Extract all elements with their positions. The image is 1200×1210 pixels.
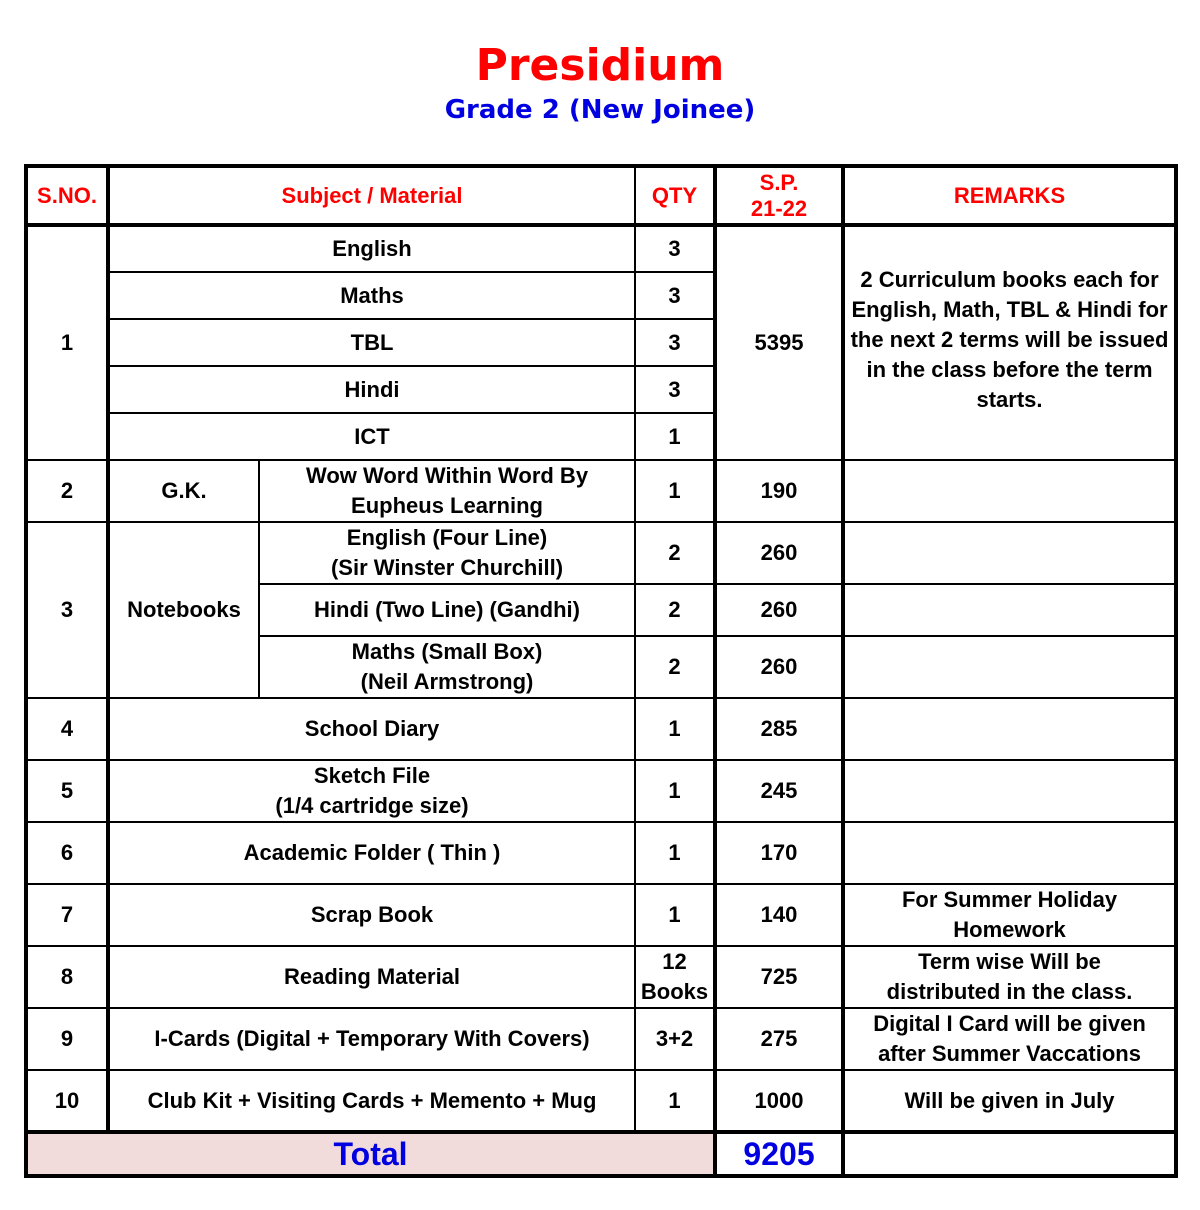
item-qty: 3	[635, 319, 715, 366]
remarks-cell	[843, 460, 1176, 522]
item-name: ICT	[108, 413, 635, 460]
total-value: 9205	[715, 1132, 843, 1176]
sp-cell: 190	[715, 460, 843, 522]
item-qty: 1	[635, 822, 715, 884]
item-name: Hindi (Two Line) (Gandhi)	[259, 584, 635, 636]
table-row	[26, 460, 1176, 522]
category-cell: Notebooks	[108, 522, 259, 698]
remarks-cell	[843, 822, 1176, 884]
item-name: Club Kit + Visiting Cards + Memento + Mug	[108, 1070, 635, 1132]
item-qty: 3	[635, 225, 715, 272]
sp-cell: 5395	[715, 225, 843, 460]
total-remarks-cell	[843, 1132, 1176, 1176]
header-qty: QTY	[635, 166, 715, 225]
sp-cell: 260	[715, 584, 843, 636]
table-row	[26, 1070, 1176, 1132]
remarks-cell: For Summer Holiday Homework	[843, 884, 1176, 946]
item-qty: 12 Books	[635, 946, 715, 1008]
item-name: Hindi	[108, 366, 635, 413]
sp-cell: 285	[715, 698, 843, 760]
category-cell: G.K.	[108, 460, 259, 522]
item-name: Maths (Small Box) (Neil Armstrong)	[259, 636, 635, 698]
sno-cell: 4	[26, 698, 108, 760]
header-remarks: REMARKS	[843, 166, 1176, 225]
sno-cell: 8	[26, 946, 108, 1008]
sp-cell: 725	[715, 946, 843, 1008]
item-name: I-Cards (Digital + Temporary With Covers)	[108, 1008, 635, 1070]
header-sno: S.NO.	[26, 166, 108, 225]
sno-cell: 9	[26, 1008, 108, 1070]
header-row	[26, 166, 1176, 225]
remarks-cell	[843, 584, 1176, 636]
item-qty: 1	[635, 1070, 715, 1132]
remarks-cell	[843, 636, 1176, 698]
remarks-cell: 2 Curriculum books each for English, Math, TBL & Hindi for the next 2 terms will be issued in the class before the term starts.	[843, 225, 1176, 460]
item-qty: 3	[635, 272, 715, 319]
total-row	[26, 1132, 1176, 1176]
sno-cell: 7	[26, 884, 108, 946]
table-row	[26, 760, 1176, 822]
item-name: Wow Word Within Word By Eupheus Learning	[259, 460, 635, 522]
remarks-cell	[843, 760, 1176, 822]
item-qty: 3	[635, 366, 715, 413]
header-sp: S.P. 21-22	[715, 166, 843, 225]
table-row	[26, 1008, 1176, 1070]
sno-cell: 3	[26, 522, 108, 698]
item-name: English	[108, 225, 635, 272]
item-qty: 2	[635, 522, 715, 584]
item-qty: 1	[635, 698, 715, 760]
sp-cell: 275	[715, 1008, 843, 1070]
item-name: Academic Folder ( Thin )	[108, 822, 635, 884]
table-row	[26, 225, 1176, 272]
sno-cell: 6	[26, 822, 108, 884]
total-label: Total	[26, 1132, 715, 1176]
item-qty: 3+2	[635, 1008, 715, 1070]
booklist-table	[24, 164, 1178, 1178]
table-row	[26, 522, 1176, 584]
item-qty: 1	[635, 884, 715, 946]
item-name: Reading Material	[108, 946, 635, 1008]
item-qty: 2	[635, 584, 715, 636]
sno-cell: 5	[26, 760, 108, 822]
item-qty: 1	[635, 413, 715, 460]
table-row	[26, 698, 1176, 760]
sp-cell: 260	[715, 522, 843, 584]
sp-cell: 1000	[715, 1070, 843, 1132]
sno-cell: 1	[26, 225, 108, 460]
item-name: TBL	[108, 319, 635, 366]
sp-cell: 260	[715, 636, 843, 698]
remarks-cell: Will be given in July	[843, 1070, 1176, 1132]
table-row	[26, 822, 1176, 884]
header-subject: Subject / Material	[108, 166, 635, 225]
sp-cell: 245	[715, 760, 843, 822]
item-qty: 1	[635, 760, 715, 822]
item-qty: 1	[635, 460, 715, 522]
item-name: Scrap Book	[108, 884, 635, 946]
sno-cell: 2	[26, 460, 108, 522]
page-subtitle: Grade 2 (New Joinee)	[444, 95, 756, 125]
page-title: Presidium	[475, 40, 725, 91]
item-name: Sketch File (1/4 cartridge size)	[108, 760, 635, 822]
remarks-cell	[843, 522, 1176, 584]
item-name: School Diary	[108, 698, 635, 760]
sp-cell: 140	[715, 884, 843, 946]
item-name: English (Four Line) (Sir Winster Churchill)	[259, 522, 635, 584]
remarks-cell	[843, 698, 1176, 760]
remarks-cell: Term wise Will be distributed in the class.	[843, 946, 1176, 1008]
table-row	[26, 946, 1176, 1008]
sp-cell: 170	[715, 822, 843, 884]
item-qty: 2	[635, 636, 715, 698]
remarks-cell: Digital I Card will be given after Summer Vaccations	[843, 1008, 1176, 1070]
table-row	[26, 884, 1176, 946]
sno-cell: 10	[26, 1070, 108, 1132]
item-name: Maths	[108, 272, 635, 319]
